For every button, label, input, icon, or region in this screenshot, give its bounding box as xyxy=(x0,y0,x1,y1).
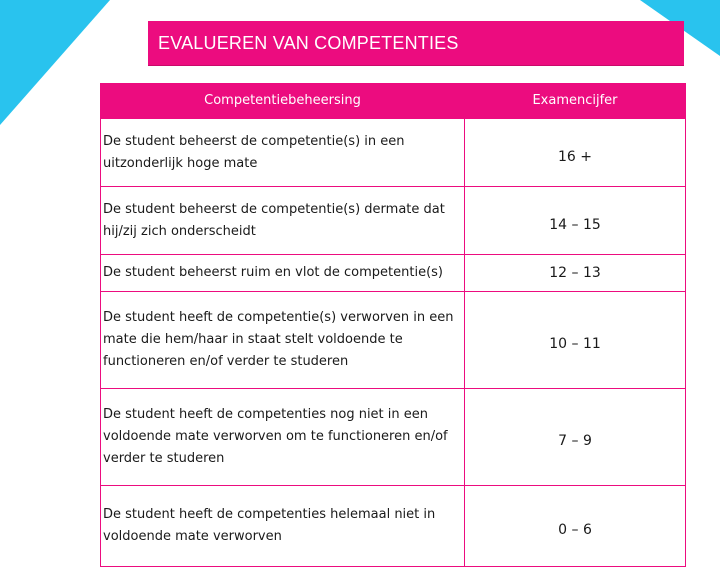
row-grade: 7 – 9 xyxy=(465,389,686,486)
row-description: De student heeft de competenties helemaal niet in voldoende mate verworven xyxy=(101,486,465,567)
row-description: De student heeft de competenties nog niet in een voldoende mate verworven om te functioneren en/of verder te studeren xyxy=(101,389,465,486)
row-description: De student beheerst de competentie(s) dermate dat hij/zij zich onderscheidt xyxy=(101,187,465,255)
row-description: De student beheerst ruim en vlot de competentie(s) xyxy=(101,255,465,292)
table-header-row xyxy=(101,84,686,119)
row-grade: 16 + xyxy=(465,119,686,187)
competence-table xyxy=(100,83,686,567)
title-banner xyxy=(148,21,684,66)
row-grade: 12 – 13 xyxy=(465,255,686,292)
row-grade: 10 – 11 xyxy=(465,292,686,389)
header-competence: Competentiebeheersing xyxy=(101,84,465,119)
table-row xyxy=(101,187,686,255)
header-grade: Examencijfer xyxy=(465,84,686,119)
row-grade: 14 – 15 xyxy=(465,187,686,255)
corner-decoration-left xyxy=(0,0,110,130)
table-row xyxy=(101,119,686,187)
slide-title: EVALUEREN VAN COMPETENTIES xyxy=(158,33,459,53)
table-row xyxy=(101,389,686,486)
row-description: De student heeft de competentie(s) verworven in een mate die hem/haar in staat stelt voldoende te functioneren en/of verder te studeren xyxy=(101,292,465,389)
row-grade: 0 – 6 xyxy=(465,486,686,567)
table-row xyxy=(101,292,686,389)
table-row xyxy=(101,255,686,292)
row-description: De student beheerst de competentie(s) in een uitzonderlijk hoge mate xyxy=(101,119,465,187)
table-row xyxy=(101,486,686,567)
